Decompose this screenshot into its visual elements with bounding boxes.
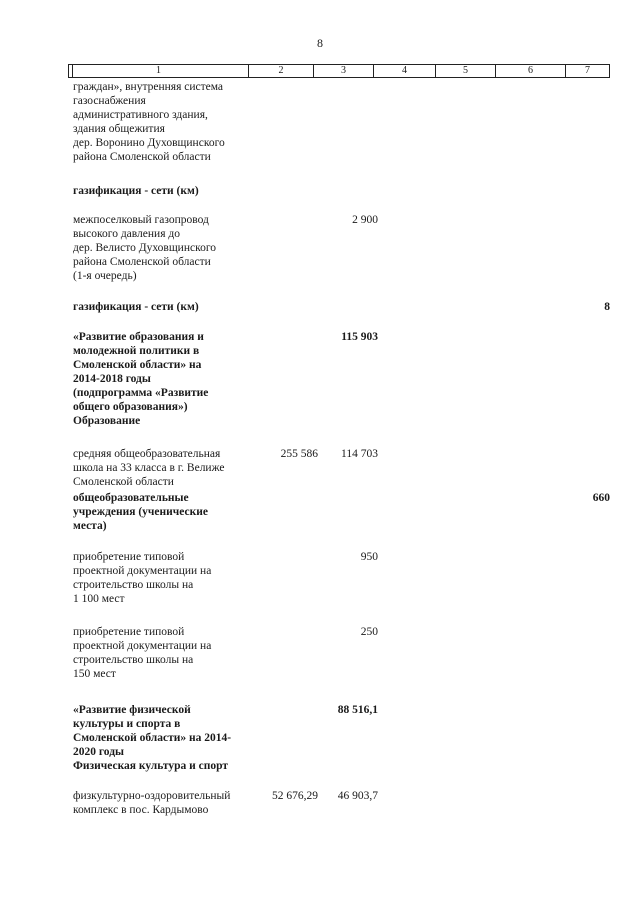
row-value-col3-school: 114 703 xyxy=(341,448,378,460)
row-value-col7-school-places: 660 xyxy=(592,492,610,504)
row-value-col3-docs-1100: 950 xyxy=(360,551,378,563)
header-col-2: 2 xyxy=(249,65,314,77)
row-value-col3-sport-complex: 46 903,7 xyxy=(337,790,378,802)
header-col-6: 6 xyxy=(496,65,566,77)
header-col-5: 5 xyxy=(436,65,496,77)
header-col-1: 1 xyxy=(69,65,249,77)
table-header xyxy=(68,64,610,78)
row-text-school-places: общеобразовательные учреждения (ученические места) xyxy=(73,492,208,532)
row-value-col2-sport-complex: 52 676,29 xyxy=(272,790,318,802)
row-text-docs-150: приобретение типовой проектной документации на строительство школы на 150 мест xyxy=(73,626,212,680)
row-text-sport-complex: физкультурно-оздоровительный комплекс в пос. Кардымово xyxy=(73,790,231,816)
row-value-col3-pipeline: 2 900 xyxy=(352,214,378,226)
row-value-col7-gas-networks: 8 xyxy=(604,301,610,313)
row-text-school-velizh: средняя общеобразовательная школа на 33 класса в г. Велиже Смоленской области xyxy=(73,448,225,488)
row-text-gas-networks-1: газификация - сети (км) xyxy=(73,185,199,197)
header-col-3: 3 xyxy=(314,65,374,77)
row-value-col3-docs-150: 250 xyxy=(360,626,378,638)
header-col-4: 4 xyxy=(374,65,436,77)
header-divider xyxy=(72,64,73,78)
row-text-docs-1100: приобретение типовой проектной документации на строительство школы на 1 100 мест xyxy=(73,551,212,605)
header-col-7: 7 xyxy=(585,65,590,76)
row-text-gas-pipeline: межпоселковый газопровод высокого давления до дер. Велисто Духовщинского района Смоленской области (1-я очередь) xyxy=(73,214,217,282)
row-text-gas-networks-2: газификация - сети (км) xyxy=(73,301,199,313)
row-value-col3-education: 115 903 xyxy=(341,331,378,343)
row-value-col2-school: 255 586 xyxy=(280,448,318,460)
row-text-gas-system: граждан», внутренняя система газоснабжения административного здания, здания общежития дер. Воронино Духовщинского района Смоленской области xyxy=(73,81,225,163)
row-value-col3-sport: 88 516,1 xyxy=(337,704,378,716)
row-text-sport-program: «Развитие физической культуры и спорта в Смоленской области» на 2014- 2020 годы Физическая культура и спорт xyxy=(73,704,232,772)
page-number: 8 xyxy=(317,36,323,50)
row-text-education-program: «Развитие образования и молодежной политики в Смоленской области» на 2014-2018 годы (подпрограмма «Развитие общего образования») Образование xyxy=(73,331,209,427)
